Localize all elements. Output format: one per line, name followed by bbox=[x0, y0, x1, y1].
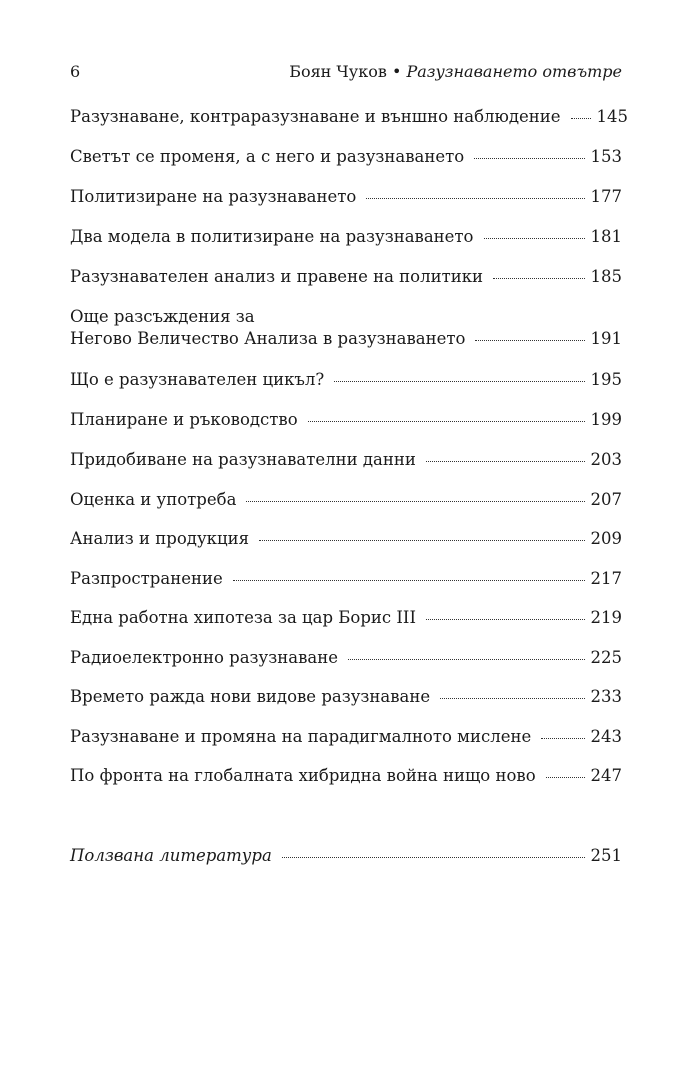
toc-entry-title: Светът се променя, а с него и разузнаването bbox=[70, 147, 465, 166]
toc-entry-title: Два модела в политизиране на разузнаването bbox=[70, 227, 474, 246]
toc-entry bbox=[70, 568, 622, 590]
separator-bullet: • bbox=[391, 62, 402, 81]
toc-entry-page: 233 bbox=[590, 687, 622, 706]
toc-entry-title: Една работна хипотеза за цар Борис III bbox=[70, 608, 416, 627]
toc-entry-page: 153 bbox=[590, 147, 622, 166]
toc-entry bbox=[70, 647, 622, 669]
toc-entry-bibliography bbox=[70, 845, 622, 867]
dot-leader bbox=[366, 198, 584, 199]
toc-entry bbox=[70, 686, 622, 708]
toc-entry-title: Придобиване на разузнавателни данни bbox=[70, 450, 416, 469]
toc-entry bbox=[70, 607, 622, 629]
toc-entry bbox=[70, 226, 622, 248]
toc-entry-title-line1: Още разсъждения за bbox=[70, 307, 255, 326]
toc-entry-page: 203 bbox=[590, 450, 622, 469]
toc-entry-title: Разузнаване и промяна на парадигмалното мислене bbox=[70, 727, 532, 746]
dot-leader bbox=[440, 698, 584, 699]
toc-entry-title: Радиоелектронно разузнаване bbox=[70, 648, 338, 667]
toc-entry bbox=[70, 369, 622, 391]
toc-entry-title: Оценка и употреба bbox=[70, 490, 237, 509]
toc-entry-page: 199 bbox=[590, 410, 622, 429]
toc-entry-title: Разпространение bbox=[70, 569, 223, 588]
toc-entry-title: Разузнаване, контраразузнаване и външно наблюдение bbox=[70, 107, 561, 126]
toc-entry-page: 195 bbox=[590, 370, 622, 389]
dot-leader bbox=[475, 340, 584, 341]
toc-entry bbox=[70, 765, 622, 787]
dot-leader bbox=[308, 421, 585, 422]
toc-entry-page: 145 bbox=[596, 107, 629, 126]
toc-entry-page: 219 bbox=[590, 608, 622, 627]
toc-entry bbox=[70, 146, 622, 168]
dot-leader bbox=[259, 540, 585, 541]
page-header bbox=[70, 62, 622, 86]
toc-entry-page: 251 bbox=[590, 846, 622, 865]
book-title: Разузнаването отвътре bbox=[406, 62, 622, 81]
toc-entry-page: 225 bbox=[590, 648, 622, 667]
toc-entry bbox=[70, 186, 622, 208]
toc-entry-title: Негово Величество Анализа в разузнаването bbox=[70, 329, 466, 348]
dot-leader bbox=[246, 501, 584, 502]
toc-entry-page: 185 bbox=[590, 267, 622, 286]
toc-entry-title: Анализ и продукция bbox=[70, 529, 249, 548]
toc-entry bbox=[70, 306, 622, 350]
toc-entry-page: 191 bbox=[590, 329, 622, 348]
dot-leader bbox=[474, 158, 584, 159]
toc-entry-title: Ползвана литература bbox=[70, 846, 272, 865]
running-head bbox=[289, 62, 622, 81]
dot-leader bbox=[282, 857, 585, 858]
toc-entry-title: Разузнавателен анализ и правене на политики bbox=[70, 267, 484, 286]
toc-entry-title: Времето ражда нови видове разузнаване bbox=[70, 687, 431, 706]
toc-entry-page: 181 bbox=[590, 227, 622, 246]
toc-entry bbox=[70, 266, 622, 288]
dot-leader bbox=[546, 777, 585, 778]
toc-entry bbox=[70, 726, 622, 748]
dot-leader bbox=[426, 461, 585, 462]
dot-leader bbox=[334, 381, 584, 382]
dot-leader bbox=[541, 738, 584, 739]
toc-entry bbox=[70, 489, 622, 511]
page-number: 6 bbox=[70, 62, 81, 81]
dot-leader bbox=[426, 619, 585, 620]
dot-leader bbox=[493, 278, 584, 279]
toc-entry bbox=[70, 106, 629, 128]
toc-entry-page: 247 bbox=[590, 766, 622, 785]
toc-entry-title: Политизиране на разузнаването bbox=[70, 187, 357, 206]
dot-leader bbox=[571, 118, 591, 119]
author-name: Боян Чуков bbox=[289, 62, 387, 81]
toc-entry-page: 207 bbox=[590, 490, 622, 509]
dot-leader bbox=[484, 238, 585, 239]
toc-entry bbox=[70, 449, 622, 471]
dot-leader bbox=[348, 659, 585, 660]
toc-entry-page: 209 bbox=[590, 529, 622, 548]
dot-leader bbox=[233, 580, 585, 581]
toc-entry-title: Планиране и ръководство bbox=[70, 410, 298, 429]
toc-entry-title: По фронта на глобалната хибридна война нищо ново bbox=[70, 766, 536, 785]
toc-entry bbox=[70, 409, 622, 431]
toc-entry-page: 243 bbox=[590, 727, 622, 746]
toc-entry-page: 177 bbox=[590, 187, 622, 206]
toc-entry-page: 217 bbox=[590, 569, 622, 588]
toc-entry-title: Що е разузнавателен цикъл? bbox=[70, 370, 325, 389]
toc-entry bbox=[70, 528, 622, 550]
